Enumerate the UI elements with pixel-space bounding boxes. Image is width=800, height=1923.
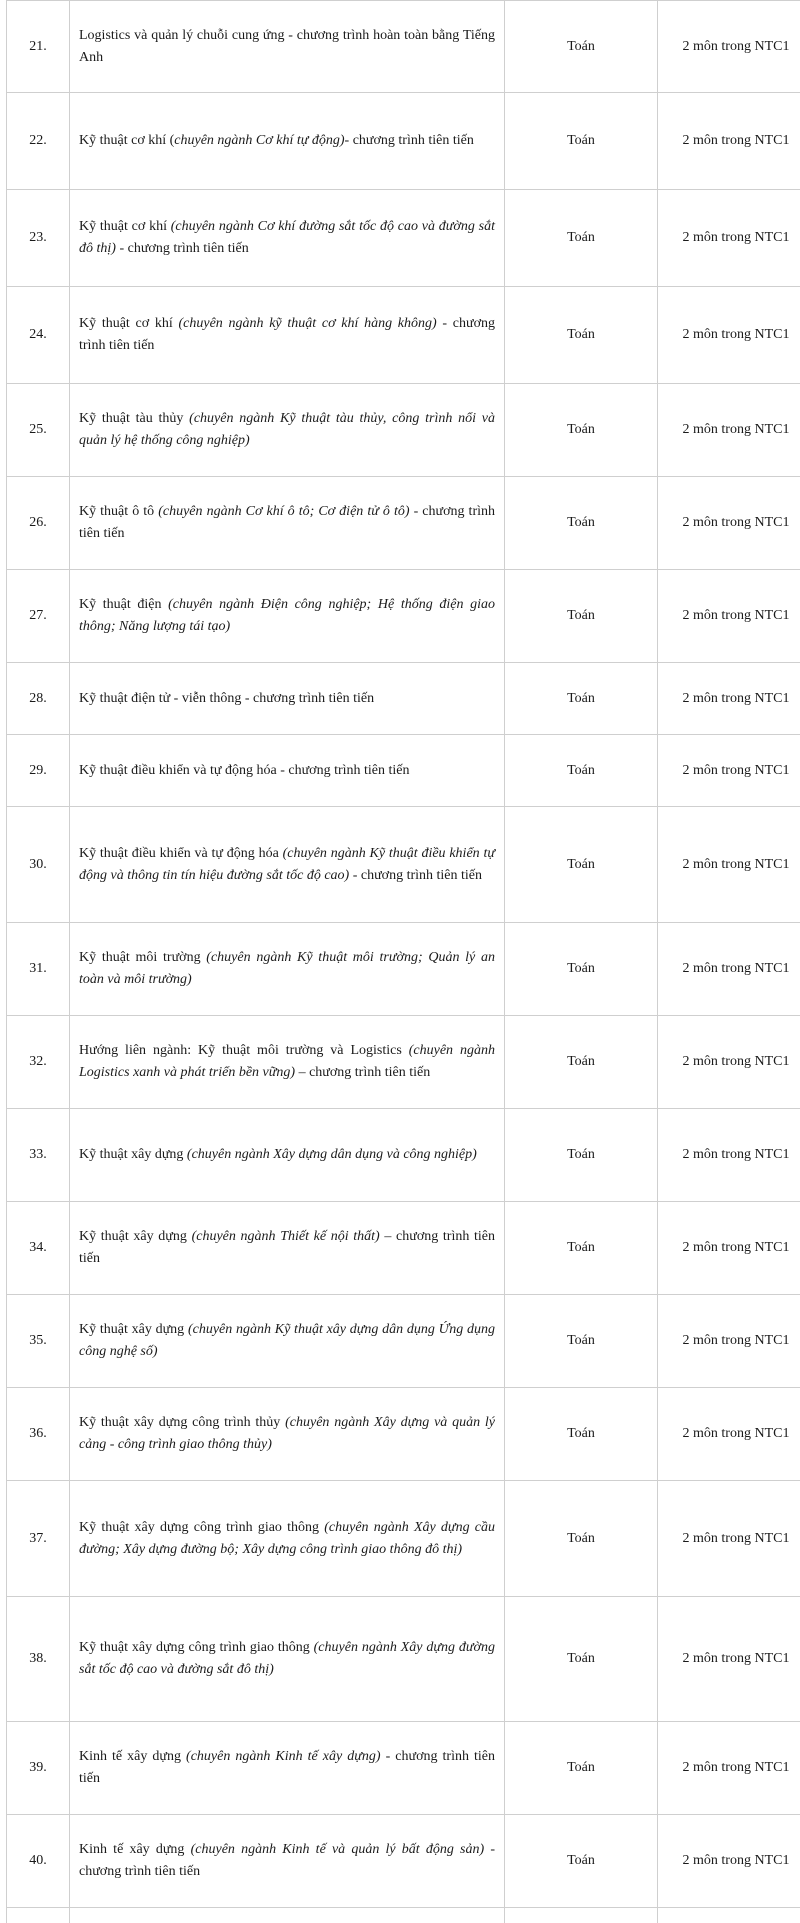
program-specialization: (chuyên ngành Xây dựng cầu đường; Xây dựng đường bộ; Xây dựng công trình giao thông đô thị) bbox=[79, 1520, 495, 1557]
program-name bbox=[70, 1481, 505, 1597]
program-name-text: Kinh tế xây dựng bbox=[79, 1842, 191, 1857]
program-name-text: - chương trình tiên tiến bbox=[79, 1749, 495, 1786]
program-name bbox=[70, 384, 505, 477]
row-number: 32. bbox=[7, 1016, 70, 1109]
program-name-text: – chương trình tiên tiến bbox=[79, 1229, 495, 1266]
row-number: 25. bbox=[7, 384, 70, 477]
subject-combination: 2 môn trong NTC1 bbox=[658, 570, 800, 663]
row-number: 34. bbox=[7, 1202, 70, 1295]
program-specialization: (chuyên ngành Kinh tế và quản lý bất động sản) bbox=[191, 1842, 485, 1857]
subject-combination: 2 môn trong NTC1 bbox=[658, 1, 800, 93]
main-subject: Toán bbox=[505, 663, 658, 735]
program-name bbox=[70, 287, 505, 384]
main-subject: Toán bbox=[505, 1016, 658, 1109]
program-name bbox=[70, 1109, 505, 1202]
subject-combination: 2 môn trong NTC1 bbox=[658, 287, 800, 384]
main-subject: Toán bbox=[505, 384, 658, 477]
main-subject: Toán bbox=[505, 477, 658, 570]
table-row bbox=[7, 570, 800, 663]
subject-combination: 2 môn trong NTC1 bbox=[658, 190, 800, 287]
program-name bbox=[70, 477, 505, 570]
program-name-text: Kỹ thuật xây dựng bbox=[79, 1229, 192, 1244]
program-name bbox=[70, 923, 505, 1016]
program-name-text: Kỹ thuật cơ khí bbox=[79, 316, 178, 331]
subject-combination: 2 môn trong NTC1 bbox=[658, 923, 800, 1016]
table-row bbox=[7, 1597, 800, 1722]
row-number: 33. bbox=[7, 1109, 70, 1202]
main-subject: Toán bbox=[505, 287, 658, 384]
program-name bbox=[70, 1388, 505, 1481]
program-name bbox=[70, 1295, 505, 1388]
program-specialization: (chuyên ngành Kỹ thuật xây dựng dân dụng Ứng dụng công nghệ số) bbox=[79, 1322, 495, 1359]
program-specialization: (chuyên ngành Kỹ thuật môi trường; Quản lý an toàn và môi trường) bbox=[79, 950, 495, 987]
program-name-text: Kỹ thuật điều khiển và tự động hóa bbox=[79, 846, 283, 861]
subject-combination: 2 môn trong NTC1 bbox=[658, 1109, 800, 1202]
program-specialization: (chuyên ngành Xây dựng đường sắt tốc độ cao và đường sắt đô thị) bbox=[79, 1640, 495, 1677]
table-row bbox=[7, 1016, 800, 1109]
program-name-text: Kinh tế xây dựng bbox=[79, 1749, 186, 1764]
program-name bbox=[70, 735, 505, 807]
program-name bbox=[70, 1597, 505, 1722]
program-name-text: Kỹ thuật ô tô bbox=[79, 504, 158, 519]
program-name bbox=[70, 1016, 505, 1109]
program-name-text: - chương trình tiên tiến bbox=[345, 133, 474, 148]
subject-combination: 2 môn trong NTC1 bbox=[658, 1388, 800, 1481]
row-number: 24. bbox=[7, 287, 70, 384]
table-row bbox=[7, 663, 800, 735]
row-number: 40. bbox=[7, 1815, 70, 1908]
subject-combination: 2 môn trong NTC1 bbox=[658, 1597, 800, 1722]
main-subject: Toán bbox=[505, 1295, 658, 1388]
program-name-text: - chương trình tiên tiến bbox=[349, 868, 482, 883]
program-name-text: Kỹ thuật xây dựng công trình giao thông bbox=[79, 1640, 314, 1655]
subject-combination: 2 môn trong NTC1 bbox=[658, 663, 800, 735]
program-specialization: (chuyên ngành Logistics xanh và phát triển bền vững) bbox=[79, 1043, 495, 1080]
program-specialization: (chuyên ngành Kỹ thuật điều khiển tự động và thông tin tín hiệu đường sắt tốc độ cao) bbox=[79, 846, 495, 883]
subject-combination: 2 môn trong NTC1 bbox=[658, 735, 800, 807]
row-number: 38. bbox=[7, 1597, 70, 1722]
program-specialization: (chuyên ngành Kinh tế xây dựng) bbox=[186, 1749, 381, 1764]
row-number: 29. bbox=[7, 735, 70, 807]
row-number: 27. bbox=[7, 570, 70, 663]
main-subject: Toán bbox=[505, 1722, 658, 1815]
table-row bbox=[7, 923, 800, 1016]
table-row bbox=[7, 477, 800, 570]
program-name-text: Logistics và quản lý chuỗi cung ứng - chương trình hoàn toàn bằng Tiếng Anh bbox=[79, 28, 495, 65]
program-name-text: Kỹ thuật điều khiển và tự động hóa - chương trình tiên tiến bbox=[79, 763, 410, 778]
row-number: 22. bbox=[7, 93, 70, 190]
subject-combination bbox=[658, 1908, 800, 1923]
main-subject: Toán bbox=[505, 190, 658, 287]
program-name-text: Kỹ thuật môi trường bbox=[79, 950, 206, 965]
row-number: 35. bbox=[7, 1295, 70, 1388]
program-specialization: (chuyên ngành Kỹ thuật tàu thủy, công trình nổi và quản lý hệ thống công nghiệp) bbox=[79, 411, 495, 448]
program-name-text: Kỹ thuật cơ khí bbox=[79, 219, 171, 234]
program-name-text: Kỹ thuật điện tử - viễn thông - chương trình tiên tiến bbox=[79, 691, 374, 706]
main-subject: Toán bbox=[505, 1815, 658, 1908]
table-row bbox=[7, 735, 800, 807]
table-row bbox=[7, 93, 800, 190]
subject-combination: 2 môn trong NTC1 bbox=[658, 1016, 800, 1109]
row-number: 36. bbox=[7, 1388, 70, 1481]
row-number: 23. bbox=[7, 190, 70, 287]
main-subject: Toán bbox=[505, 93, 658, 190]
main-subject: Toán bbox=[505, 807, 658, 923]
table-row bbox=[7, 1908, 800, 1923]
programs-table bbox=[6, 0, 800, 1923]
row-number: 30. bbox=[7, 807, 70, 923]
table-row bbox=[7, 1, 800, 93]
row-number: 39. bbox=[7, 1722, 70, 1815]
program-name-text: Kỹ thuật xây dựng bbox=[79, 1322, 188, 1337]
program-name-text: Kỹ thuật xây dựng công trình thủy bbox=[79, 1415, 285, 1430]
table-row bbox=[7, 384, 800, 477]
program-specialization: (chuyên ngành Cơ khí ô tô; Cơ điện tử ô tô) bbox=[158, 504, 409, 519]
program-name bbox=[70, 1908, 505, 1923]
program-name bbox=[70, 570, 505, 663]
program-name-text: - chương trình tiên tiến bbox=[116, 241, 249, 256]
main-subject: Toán bbox=[505, 735, 658, 807]
subject-combination: 2 môn trong NTC1 bbox=[658, 1481, 800, 1597]
main-subject: Toán bbox=[505, 923, 658, 1016]
program-specialization: (chuyên ngành Cơ khí đường sắt tốc độ cao và đường sắt đô thị) bbox=[79, 219, 495, 256]
subject-combination: 2 môn trong NTC1 bbox=[658, 1722, 800, 1815]
main-subject: Toán bbox=[505, 570, 658, 663]
table-row bbox=[7, 1109, 800, 1202]
main-subject: Toán bbox=[505, 1, 658, 93]
program-name-text: Kỹ thuật xây dựng bbox=[79, 1147, 187, 1162]
program-specialization: (chuyên ngành kỹ thuật cơ khí hàng không) bbox=[178, 316, 436, 331]
program-name bbox=[70, 1722, 505, 1815]
program-name-text: Kỹ thuật xây dựng công trình giao thông bbox=[79, 1520, 324, 1535]
program-name-text: - chương trình tiên tiến bbox=[79, 316, 495, 353]
subject-combination: 2 môn trong NTC1 bbox=[658, 93, 800, 190]
main-subject: Toán bbox=[505, 1481, 658, 1597]
main-subject: Toán bbox=[505, 1597, 658, 1722]
row-number: 21. bbox=[7, 1, 70, 93]
subject-combination: 2 môn trong NTC1 bbox=[658, 1815, 800, 1908]
row-number: 31. bbox=[7, 923, 70, 1016]
program-name bbox=[70, 1, 505, 93]
table-row bbox=[7, 190, 800, 287]
table-row bbox=[7, 1295, 800, 1388]
programs-table-body bbox=[7, 1, 800, 1923]
table-row bbox=[7, 287, 800, 384]
program-specialization: (chuyên ngành Xây dựng và quản lý cảng - công trình giao thông thủy) bbox=[79, 1415, 495, 1452]
program-name bbox=[70, 663, 505, 735]
program-name bbox=[70, 93, 505, 190]
program-specialization: (chuyên ngành Xây dựng dân dụng và công nghiệp) bbox=[187, 1147, 477, 1162]
program-name-text: Kỹ thuật tàu thủy bbox=[79, 411, 189, 426]
table-row bbox=[7, 1815, 800, 1908]
program-name-text: Kỹ thuật điện bbox=[79, 597, 168, 612]
program-name-text: - chương trình tiên tiến bbox=[79, 504, 495, 541]
subject-combination: 2 môn trong NTC1 bbox=[658, 384, 800, 477]
subject-combination: 2 môn trong NTC1 bbox=[658, 477, 800, 570]
program-specialization: (chuyên ngành Thiết kế nội thất) bbox=[192, 1229, 380, 1244]
table-row bbox=[7, 807, 800, 923]
subject-combination: 2 môn trong NTC1 bbox=[658, 1295, 800, 1388]
table-row bbox=[7, 1722, 800, 1815]
subject-combination: 2 môn trong NTC1 bbox=[658, 1202, 800, 1295]
row-number: 28. bbox=[7, 663, 70, 735]
row-number bbox=[7, 1908, 70, 1923]
program-name bbox=[70, 1815, 505, 1908]
row-number: 26. bbox=[7, 477, 70, 570]
program-name bbox=[70, 1202, 505, 1295]
program-name bbox=[70, 190, 505, 287]
main-subject: Toán bbox=[505, 1388, 658, 1481]
program-name-text: – chương trình tiên tiến bbox=[295, 1065, 430, 1080]
row-number: 37. bbox=[7, 1481, 70, 1597]
program-name-text: Hướng liên ngành: Kỹ thuật môi trường và Logistics bbox=[79, 1043, 409, 1058]
program-specialization: (chuyên ngành Điện công nghiệp; Hệ thống điện giao thông; Năng lượng tái tạo) bbox=[79, 597, 495, 634]
main-subject: Toán bbox=[505, 1202, 658, 1295]
main-subject: Toán bbox=[505, 1109, 658, 1202]
table-row bbox=[7, 1481, 800, 1597]
program-name-text: - chương trình tiên tiến bbox=[79, 1842, 495, 1879]
subject-combination: 2 môn trong NTC1 bbox=[658, 807, 800, 923]
table-row bbox=[7, 1388, 800, 1481]
program-name-text: Kỹ thuật cơ khí ( bbox=[79, 133, 174, 148]
program-name bbox=[70, 807, 505, 923]
main-subject bbox=[505, 1908, 658, 1923]
table-row bbox=[7, 1202, 800, 1295]
program-specialization: chuyên ngành Cơ khí tự động) bbox=[174, 133, 344, 148]
